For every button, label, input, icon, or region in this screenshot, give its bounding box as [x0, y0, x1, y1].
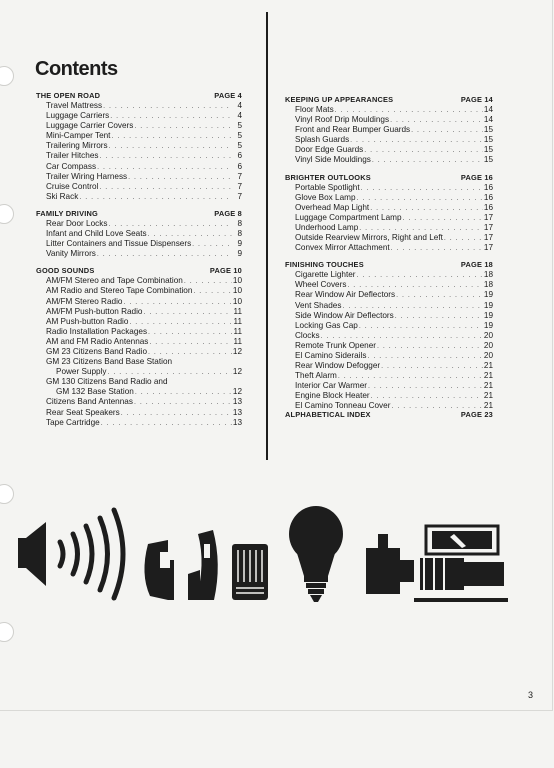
toc-entry-page: 16 — [483, 192, 493, 202]
toc-entry-page: 14 — [483, 105, 493, 114]
dot-leader — [79, 193, 232, 202]
toc-entry-page: 8 — [237, 229, 242, 239]
toc-entry-label: AM/FM Stereo and Tape Combination — [46, 276, 183, 286]
toc-entry-page: 15 — [483, 145, 493, 155]
toc-entry-page: 20 — [483, 350, 493, 360]
toc-entry-page: 20 — [483, 340, 493, 350]
toc-entry-label: AM/FM Stereo Radio — [46, 296, 123, 306]
toc-entry-page: 5 — [237, 131, 242, 141]
section-heading-label: FINISHING TOUCHES — [285, 260, 364, 270]
lamp-icon — [366, 526, 508, 600]
toc-entry[interactable] — [36, 367, 242, 377]
dot-leader — [342, 302, 482, 311]
toc-entry-label: Ski Rack — [46, 191, 79, 201]
toc-entry-page: 19 — [483, 310, 493, 320]
toc-entry-page: 16 — [483, 202, 493, 212]
dot-leader — [364, 146, 483, 155]
toc-entry[interactable] — [285, 331, 493, 341]
toc-entry[interactable] — [36, 182, 242, 192]
toc-entry[interactable] — [285, 223, 493, 233]
sound-waves-icon — [60, 510, 123, 598]
dot-leader — [110, 112, 232, 121]
toc-entry-label: Vanity Mirrors — [46, 249, 96, 259]
toc-entry[interactable] — [285, 233, 493, 243]
toc-entry-label: Mini-Camper Tent — [46, 131, 111, 141]
section-heading-label: GOOD SOUNDS — [36, 266, 95, 276]
dot-leader — [109, 142, 232, 151]
section-heading-page: PAGE 14 — [460, 95, 493, 104]
toc-entry-page: 21 — [483, 381, 493, 391]
dot-leader — [184, 277, 232, 286]
page-number: 3 — [528, 690, 534, 700]
toc-entry-label: Luggage Carrier Covers — [46, 121, 134, 131]
toc-entry-page: 8 — [237, 218, 242, 228]
dot-leader — [361, 184, 483, 193]
accessories-illustration — [18, 504, 523, 604]
dot-leader — [129, 318, 232, 327]
dot-leader — [134, 122, 232, 131]
toc-entry-label: El Camino Tonneau Cover — [295, 401, 391, 411]
dot-leader — [367, 352, 482, 361]
toc-entry-page: 18 — [483, 280, 493, 290]
toc-entry[interactable] — [36, 249, 242, 259]
toc-entry[interactable] — [36, 276, 242, 286]
dot-leader — [368, 382, 483, 391]
dot-leader — [357, 271, 483, 280]
dot-leader — [149, 338, 232, 347]
toc-entry[interactable] — [36, 101, 242, 111]
toc-entry[interactable] — [285, 280, 493, 290]
toc-entry-label: Rear Window Defogger — [295, 361, 381, 371]
toc-entry[interactable] — [285, 125, 493, 135]
toc-entry[interactable] — [36, 337, 242, 347]
toc-entry-label: Car Compass — [46, 161, 97, 171]
dot-leader — [359, 322, 483, 331]
toc-entry-label: Luggage Carriers — [46, 111, 110, 121]
toc-entry-page: 9 — [237, 239, 242, 249]
toc-entry[interactable] — [36, 387, 242, 397]
toc-entry-label: Remote Trunk Opener — [295, 340, 377, 350]
toc-entry-page: 10 — [232, 296, 242, 306]
toc-entry[interactable] — [285, 290, 493, 300]
dot-leader — [99, 152, 232, 161]
toc-entry-label: Locking Gas Cap — [295, 320, 358, 330]
dot-leader — [390, 116, 483, 125]
contents-left-column — [36, 90, 242, 434]
dot-leader — [108, 368, 232, 377]
dot-leader — [370, 204, 483, 213]
dot-leader — [357, 194, 483, 203]
toc-entry[interactable] — [285, 321, 493, 331]
toc-entry[interactable] — [285, 105, 493, 115]
toc-entry-label: Theft Alarm — [295, 371, 337, 381]
toc-entry[interactable] — [285, 203, 493, 213]
toc-entry[interactable] — [36, 172, 242, 182]
toc-entry-label: Trailer Hitches — [46, 151, 99, 161]
toc-entry-page: 15 — [483, 135, 493, 145]
toc-entry[interactable] — [285, 243, 493, 253]
index-heading-label: ALPHABETICAL INDEX — [285, 410, 371, 419]
toc-entry-label: Side Window Air Deflectors — [295, 310, 394, 320]
section-heading[interactable] — [285, 172, 493, 183]
toc-entry-page: 13 — [232, 417, 242, 427]
toc-entry[interactable] — [36, 229, 242, 239]
toc-entry-label: Convex Mirror Attachment — [295, 243, 390, 253]
toc-entry-page: 5 — [237, 121, 242, 131]
section-heading[interactable] — [285, 94, 493, 105]
toc-entry[interactable] — [285, 301, 493, 311]
toc-entry[interactable] — [285, 135, 493, 145]
toc-entry[interactable] — [36, 307, 242, 317]
toc-entry-label: Glove Box Lamp — [295, 192, 356, 202]
toc-entry-page: 17 — [483, 212, 493, 222]
section-heading-page: PAGE 18 — [460, 260, 493, 270]
toc-entry[interactable] — [285, 311, 493, 321]
toc-entry-label: GM 23 Citizens Band Base Station — [46, 357, 173, 367]
toc-entry-label: Radio Installation Packages — [46, 326, 148, 336]
toc-entry[interactable] — [36, 121, 242, 131]
toc-entry-page: 10 — [232, 276, 242, 286]
toc-entry-page: 12 — [232, 387, 242, 397]
dot-leader — [371, 392, 483, 401]
toc-entry-label: AM Push-button Radio — [46, 316, 129, 326]
dot-leader — [395, 312, 483, 321]
toc-entry[interactable] — [285, 193, 493, 203]
index-heading[interactable] — [285, 410, 493, 419]
toc-entry-page: 11 — [233, 306, 242, 316]
toc-entry-page: 4 — [237, 111, 242, 121]
toc-entry-label: Vinyl Side Mouldings — [295, 155, 371, 165]
toc-entry-label: Citizens Band Antennas — [46, 397, 133, 407]
toc-entry[interactable] — [285, 145, 493, 155]
toc-entry-label: Trailering Mirrors — [46, 141, 108, 151]
toc-entry-label: Clocks — [295, 330, 320, 340]
dot-leader — [103, 102, 232, 111]
toc-entry-label: Outside Rearview Mirrors, Right and Left — [295, 233, 443, 243]
dot-leader — [108, 220, 232, 229]
toc-entry[interactable] — [285, 270, 493, 280]
section-heading-label: FAMILY DRIVING — [36, 208, 98, 218]
toc-entry[interactable] — [36, 317, 242, 327]
toc-entry-label: Floor Mats — [295, 105, 334, 114]
toc-entry-page: 6 — [237, 151, 242, 161]
dot-leader — [350, 136, 483, 145]
toc-entry[interactable] — [285, 341, 493, 351]
contents-section — [285, 259, 493, 411]
toc-entry-page: 7 — [237, 191, 242, 201]
toc-entry-page: 10 — [232, 286, 242, 296]
toc-entry-page: 20 — [483, 330, 493, 340]
toc-entry[interactable] — [36, 297, 242, 307]
toc-entry-label: Underhood Lamp — [295, 222, 359, 232]
toc-entry-label: Luggage Compartment Lamp — [295, 212, 402, 222]
toc-entry-label: GM 132 Base Station — [56, 387, 134, 397]
toc-entry[interactable] — [36, 286, 242, 296]
toc-entry-page: 17 — [483, 222, 493, 232]
toc-entry-page: 6 — [237, 161, 242, 171]
toc-entry[interactable] — [36, 418, 242, 428]
toc-entry-label: Travel Mattress — [46, 101, 103, 110]
dot-leader — [99, 183, 232, 192]
toc-entry[interactable] — [285, 213, 493, 223]
toc-entry-label: El Camino Siderails — [295, 350, 367, 360]
toc-entry-page: 15 — [483, 155, 493, 165]
dot-leader — [359, 224, 483, 233]
toc-entry[interactable] — [36, 377, 242, 387]
toc-entry-page: 4 — [237, 101, 242, 110]
toc-entry-page: 11 — [233, 326, 242, 336]
toc-entry-page: 7 — [237, 181, 242, 191]
section-heading-label: KEEPING UP APPEARANCES — [285, 95, 394, 104]
dot-leader — [101, 419, 232, 428]
toc-entry[interactable] — [285, 371, 493, 381]
toc-entry-page: 14 — [483, 115, 493, 125]
toc-entry[interactable] — [36, 111, 242, 121]
toc-entry-page: 21 — [483, 361, 493, 371]
dot-leader — [338, 372, 483, 381]
toc-entry-label: Rear Window Air Deflectors — [295, 290, 396, 300]
toc-entry-label: Rear Seat Speakers — [46, 407, 120, 417]
toc-entry-label: Power Supply — [56, 367, 107, 377]
toc-entry[interactable] — [36, 219, 242, 229]
column-divider — [266, 12, 268, 460]
toc-entry-label: Litter Containers and Tissue Dispensers — [46, 239, 192, 249]
toc-entry[interactable] — [36, 397, 242, 407]
toc-entry[interactable] — [285, 115, 493, 125]
dot-leader — [444, 234, 483, 243]
dot-leader — [123, 298, 231, 307]
dot-leader — [335, 106, 483, 115]
toc-entry[interactable] — [36, 327, 242, 337]
dot-leader — [396, 291, 483, 300]
dot-leader — [403, 214, 483, 223]
toc-entry[interactable] — [36, 408, 242, 418]
dot-leader — [377, 342, 483, 351]
page-title: Contents — [35, 58, 118, 80]
toc-entry-label: AM/FM Push-button Radio — [46, 306, 143, 316]
dot-leader — [321, 332, 483, 341]
toc-entry-page: 21 — [483, 371, 493, 381]
speaker-icon — [18, 522, 46, 586]
dot-leader — [111, 132, 232, 141]
toc-entry[interactable] — [36, 162, 242, 172]
dot-leader — [391, 244, 483, 253]
toc-entry[interactable] — [285, 391, 493, 401]
toc-entry-label: Engine Block Heater — [295, 391, 370, 401]
toc-entry-label: Front and Rear Bumper Guards — [295, 125, 411, 135]
toc-entry-label: Overhead Map Light — [295, 202, 370, 212]
toc-entry[interactable] — [285, 183, 493, 193]
toc-entry-page: 19 — [483, 300, 493, 310]
toc-entry-page: 15 — [483, 125, 493, 135]
toc-entry-page: 18 — [483, 270, 493, 280]
dot-leader — [381, 362, 483, 371]
dot-leader — [411, 126, 483, 135]
toc-entry-label: Interior Car Warmer — [295, 381, 368, 391]
section-heading[interactable] — [36, 208, 242, 219]
contents-section — [36, 90, 242, 202]
toc-entry-label: Tape Cartridge — [46, 417, 100, 427]
contents-section — [285, 94, 493, 166]
toc-entry-label: Infant and Child Love Seats — [46, 229, 147, 239]
toc-entry[interactable] — [36, 192, 242, 202]
toc-entry-page: 17 — [483, 243, 493, 253]
toc-entry-label: GM 23 Citizens Band Radio — [46, 346, 148, 356]
toc-entry[interactable] — [36, 347, 242, 357]
dot-leader — [135, 388, 232, 397]
dot-leader — [97, 250, 232, 259]
toc-entry-page: 21 — [483, 391, 493, 401]
toc-entry-label: Cigarette Lighter — [295, 270, 356, 280]
toc-entry[interactable] — [36, 151, 242, 161]
toc-entry-page: 13 — [232, 397, 242, 407]
toc-entry-page: 5 — [237, 141, 242, 151]
toc-entry-page: 17 — [483, 233, 493, 243]
toc-entry-page: 21 — [483, 401, 493, 411]
toc-entry-label: Vent Shades — [295, 300, 342, 310]
toc-entry-label: Cruise Control — [46, 181, 99, 191]
dot-leader — [143, 308, 232, 317]
toc-entry-page: 7 — [237, 171, 242, 181]
light-bulb-icon — [289, 506, 343, 602]
toc-entry[interactable] — [285, 155, 493, 165]
dot-leader — [192, 240, 232, 249]
toc-entry[interactable] — [36, 131, 242, 141]
contents-right-column — [285, 94, 493, 418]
dot-leader — [97, 163, 232, 172]
toc-entry-page: 9 — [237, 249, 242, 259]
dot-leader — [121, 409, 232, 418]
section-heading-page: PAGE 8 — [214, 208, 242, 218]
toc-entry[interactable] — [36, 239, 242, 249]
toc-entry-label: Rear Door Locks — [46, 218, 108, 228]
toc-entry-page: 19 — [483, 290, 493, 300]
toc-entry-page: 16 — [483, 182, 493, 192]
section-heading-page: PAGE 10 — [209, 266, 242, 276]
contents-section — [285, 172, 493, 254]
section-heading[interactable] — [285, 259, 493, 270]
floor-mat-icon — [232, 544, 268, 600]
toc-entry[interactable] — [285, 381, 493, 391]
toc-entry[interactable] — [285, 351, 493, 361]
dot-leader — [134, 398, 232, 407]
toc-entry-label: Splash Guards — [295, 135, 350, 145]
toc-entry-label: AM Radio and Stereo Tape Combination — [46, 286, 193, 296]
toc-entry-page: 11 — [233, 316, 242, 326]
section-heading-page: PAGE 4 — [214, 91, 242, 100]
toc-entry[interactable] — [285, 361, 493, 371]
toc-entry-page: 11 — [233, 336, 242, 346]
index-heading-page: PAGE 23 — [460, 410, 493, 419]
toc-entry[interactable] — [36, 141, 242, 151]
dot-leader — [372, 156, 483, 165]
dot-leader — [148, 348, 232, 357]
dot-leader — [347, 281, 482, 290]
toc-entry-label: Door Edge Guards — [295, 145, 364, 155]
contents-section — [36, 265, 242, 427]
section-heading[interactable] — [36, 90, 242, 101]
section-heading[interactable] — [36, 265, 242, 276]
toc-entry-label: AM and FM Radio Antennas — [46, 336, 149, 346]
dot-leader — [148, 230, 232, 239]
toc-entry-page: 19 — [483, 320, 493, 330]
toc-entry-label: Trailer Wiring Harness — [46, 171, 128, 181]
toc-entry-label: GM 130 Citizens Band Radio and — [46, 377, 168, 387]
section-heading-label: THE OPEN ROAD — [36, 91, 101, 100]
toc-entry-page: 12 — [232, 346, 242, 356]
toc-entry-label: Portable Spotlight — [295, 182, 360, 192]
dot-leader — [148, 328, 232, 337]
toc-entry[interactable] — [36, 357, 242, 367]
dot-leader — [193, 287, 231, 296]
toc-entry-label: Wheel Covers — [295, 280, 347, 290]
toc-entry-label: Vinyl Roof Drip Mouldings — [295, 115, 390, 125]
contents-section — [36, 208, 242, 259]
toc-entry-page: 12 — [232, 367, 242, 377]
toc-entry-page: 13 — [232, 407, 242, 417]
dot-leader — [128, 173, 232, 182]
section-heading-page: PAGE 16 — [460, 172, 493, 182]
child-seat-icon — [144, 530, 217, 600]
section-heading-label: BRIGHTER OUTLOOKS — [285, 172, 371, 182]
